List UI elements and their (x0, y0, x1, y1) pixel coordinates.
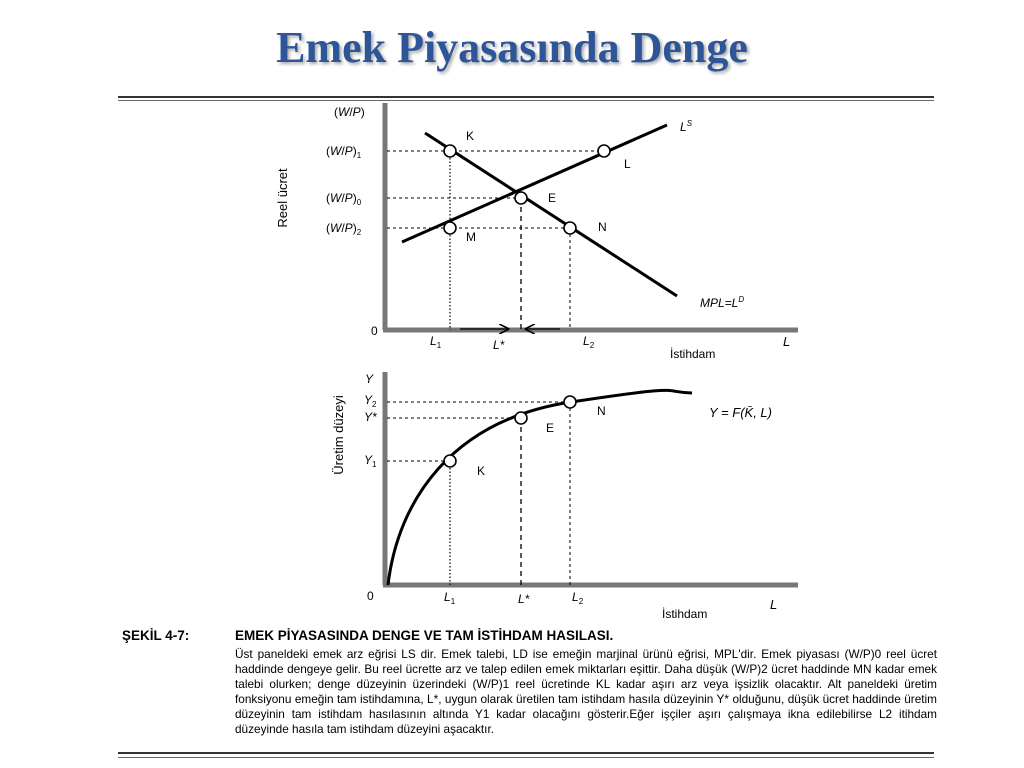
upper-tick-L1: $L_1$ (430, 334, 442, 350)
point-M (444, 222, 456, 234)
lower-origin: 0 (367, 589, 374, 603)
production-function-curve (388, 390, 692, 585)
point-K (444, 145, 456, 157)
label-L: L (624, 157, 631, 171)
label-K: K (466, 129, 475, 143)
point-N (564, 222, 576, 234)
slide-title: Emek Piyasasında Denge (276, 23, 748, 72)
production-function-label: Y = F(K̄, L) (709, 405, 772, 420)
upper-y-side-label: Reel ücret (275, 168, 290, 228)
lower-x-axis-end: L (770, 597, 778, 612)
output-level-Ystar: Y* (364, 410, 377, 424)
point-K-lower (444, 455, 456, 467)
ls-label: $L^S$ (680, 119, 693, 134)
figure-caption (122, 628, 937, 737)
caption-figure-number: ŞEKİL 4-7: (122, 628, 190, 643)
bottom-divider-thin (118, 757, 934, 758)
wage-level-0: $(W/P)_0$ (326, 191, 362, 207)
label-K-lower: K (477, 464, 486, 478)
lower-y-side-label: Üretim düzeyi (331, 395, 346, 475)
label-E: E (548, 191, 557, 205)
lower-tick-L1: $L_1$ (444, 590, 456, 606)
lower-panel (331, 372, 798, 621)
upper-x-axis-title: İstihdam (670, 347, 716, 361)
lower-x-axis-title: İstihdam (662, 607, 708, 621)
label-N: N (598, 220, 607, 234)
lower-guides (387, 402, 570, 585)
upper-origin: 0 (371, 324, 378, 338)
bottom-divider (118, 752, 934, 754)
upper-x-axis-end: L (783, 334, 791, 349)
upper-panel (275, 103, 798, 361)
wage-level-1: $(W/P)_1$ (326, 144, 362, 160)
caption-heading (122, 628, 937, 643)
point-L (598, 145, 610, 157)
label-M: M (466, 230, 476, 244)
point-E (515, 192, 527, 204)
caption-title: EMEK PİYASASINDA DENGE VE TAM İSTİHDAM HASILASI. (235, 628, 614, 643)
upper-tick-L2: $L_2$ (583, 334, 595, 350)
lower-y-axis-title: Y (365, 372, 374, 386)
lower-tick-L2: $L_2$ (572, 590, 584, 606)
lower-tick-Lstar: L* (518, 592, 530, 606)
point-N-lower (564, 396, 576, 408)
wage-level-2: $(W/P)_2$ (326, 221, 362, 237)
point-E-lower (515, 412, 527, 424)
output-level-Y2: $Y_2$ (364, 393, 377, 409)
upper-tick-Lstar: L* (493, 338, 505, 352)
mpl-label: $MPL=L^D$ (700, 295, 745, 310)
output-level-Y1: $Y_1$ (364, 453, 377, 469)
caption-body: Üst paneldeki emek arz eğrisi LS dir. Emek talebi, LD ise emeğin marjinal ürünü eğrisi, MPL'dir. Emek piyasası (W/P)0 reel ücret haddinde dengeye gelir. Bu reel ücrette arz ve talep edilen emek miktarları eşittir. Daha düşük (W/P)2 ücret haddinde MN kadar emek talebi olurken; denge düzeyinin üzerindeki (W/P)1 reel ücretinde KL kadar aşırı arz veya işsizlik olacaktır. Alt paneldeki üretim fonksiyonu emeğin tam istihdamına, L*, uygun olarak üretilen tam istihdam hasıla düzeyinin Y* olduğunu, düşük ücret haddinde üretim düzeyinin tam istihdam hasılasının altında Y1 kadar olacağını gösterir.Eğer işçiler aşırı çalışmaya ikna edilebilirse L2 itihdam düzeyinde hasıla tam istihdam düzeyini aşacaktır. (235, 647, 937, 736)
label-E-lower: E (546, 421, 555, 435)
upper-y-axis-title: (W/P) (334, 105, 365, 119)
label-N-lower: N (597, 404, 606, 418)
